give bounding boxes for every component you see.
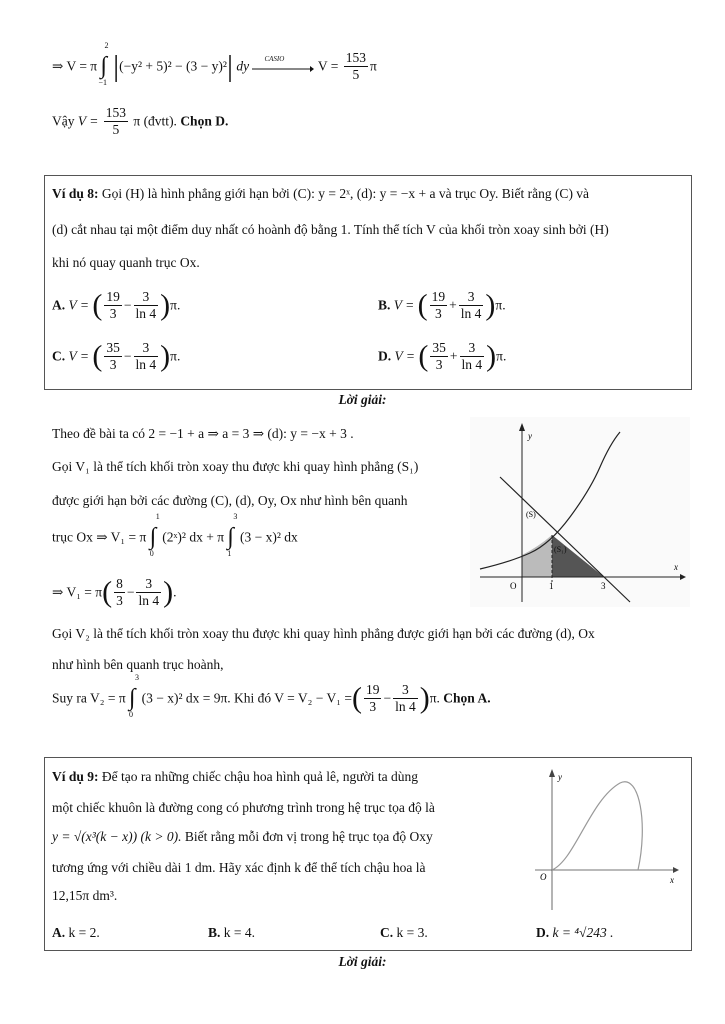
solution-8-line-3: được giới hạn bởi các đường (C), (d), Oy, Ox như hình bên quanh (52, 493, 408, 508)
x-axis-arrow-icon (673, 867, 679, 873)
conclusion-line: Vậy V = $\frac{153}{5}$ π (đvtt). Chọn D. (52, 105, 229, 137)
region-s1-label: (S₁) (554, 545, 567, 554)
option-b[interactable]: B. V = ( $\frac{19}{3}$ + $\frac{3}{\ln 4}$ )π. (378, 288, 506, 322)
graph-example-9 (480, 765, 680, 915)
tick-1: 1 (549, 581, 554, 591)
x-label: x (674, 562, 678, 572)
example-9-line-3: y = √(x³(k − x)) (k > 0). Biết rằng mỗi đơn vị trong hệ trục tọa độ Oxy (52, 829, 433, 844)
example-9-line-5: 12,15π dm³. (52, 888, 118, 903)
x-label: x (670, 875, 674, 885)
option-a[interactable]: A. V = ( $\frac{19}{3}$ − $\frac{3}{\ln 4}$ )π. (52, 288, 181, 322)
ex9-option-d[interactable]: D. k = ⁴√243 . (536, 925, 614, 940)
solution-8-line-4: trục Ox ⇒ V₁ = π ∫ 1 0 (2ˣ)² dx + π ∫ 3 1 (3 − x)² dx (52, 512, 298, 558)
y-axis-arrow-icon (549, 769, 555, 777)
region-s-label: (S) (526, 510, 536, 519)
integral-sign: ∫ 2 −1 (98, 41, 114, 87)
arrow-right-icon (252, 59, 314, 75)
origin-label: O (510, 581, 517, 591)
y-label: y (558, 772, 562, 782)
y-axis-arrow-icon (519, 423, 525, 431)
example-9-line-1: Ví dụ 9: Để tạo ra những chiếc chậu hoa hình quả lê, người ta dùng (52, 769, 418, 784)
region-s1-triangle (552, 535, 604, 577)
line-d (500, 477, 630, 602)
x-axis-arrow-icon (680, 574, 686, 580)
pear-curve (552, 782, 642, 870)
solution-8-line-7: như hình bên quanh trục hoành, (52, 657, 224, 672)
example-8-line-3: khi nó quay quanh trục Ox. (52, 255, 200, 270)
ex9-option-c[interactable]: C. k = 3. (380, 925, 428, 940)
solution-8-line-5: ⇒ V₁ = π( $\frac{8}{3}$ − $\frac{3}{\ln 4}$ ). (52, 575, 177, 609)
ex9-option-a[interactable]: A. k = 2. (52, 925, 100, 940)
example-9-line-4: tương ứng với chiều dài 1 dm. Hãy xác định k để thể tích chậu hoa là (52, 860, 426, 875)
solution-8-line-1: Theo đề bài ta có 2 = −1 + a ⇒ a = 3 ⇒ (d): y = −x + 3 . (52, 426, 354, 441)
solution-8-line-2: Gọi V₁ là thể tích khối tròn xoay thu được khi quay hình phẳng (S₁) (52, 459, 419, 474)
volume-formula: ⇒ V = π ∫ 2 −1 |(−y² + 5)² − (3 − y)²| dy CASIO V = $\frac{153}{5}$ π (52, 41, 377, 87)
solution-8-line-6: Gọi V₂ là thể tích khối tròn xoay thu được khi quay hình phẳng được giới hạn bởi các đường (d), Ox (52, 626, 595, 641)
ex9-option-b[interactable]: B. k = 4. (208, 925, 256, 940)
solution-8-line-8: Suy ra V₂ = π ∫ 3 0 (3 − x)² dx = 9π. Khi đó V = V₂ − V₁ =( $\frac{19}{3}$ − $\frac{3}{\ln 4}$ )π. Chọn A. (52, 673, 491, 719)
tick-3: 3 (601, 581, 606, 591)
origin-label: O (540, 872, 547, 882)
solution-9-heading: Lời giải: (338, 954, 387, 969)
casio-arrow: CASIO (252, 59, 314, 75)
graph-example-8 (470, 417, 690, 607)
example-8-line-1: Ví dụ 8: Gọi (H) là hình phẳng giới hạn bởi (C): y = 2ˣ, (d): y = −x + a và trục Oy. Biết rằng (C) và (52, 186, 590, 201)
solution-8-heading: Lời giải: (338, 392, 387, 407)
example-9-line-2: một chiếc khuôn là đường cong có phương trình trong hệ trục tọa độ là (52, 800, 435, 815)
option-d[interactable]: D. V = ( $\frac{35}{3}$ + $\frac{3}{\ln 4}$ )π. (378, 339, 507, 373)
y-label: y (528, 431, 532, 441)
example-8-line-2: (d) cắt nhau tại một điểm duy nhất có hoành độ bằng 1. Tính thể tích V của khối tròn xoay sinh bởi (H) (52, 222, 609, 237)
option-c[interactable]: C. V = ( $\frac{35}{3}$ − $\frac{3}{\ln 4}$ )π. (52, 339, 181, 373)
